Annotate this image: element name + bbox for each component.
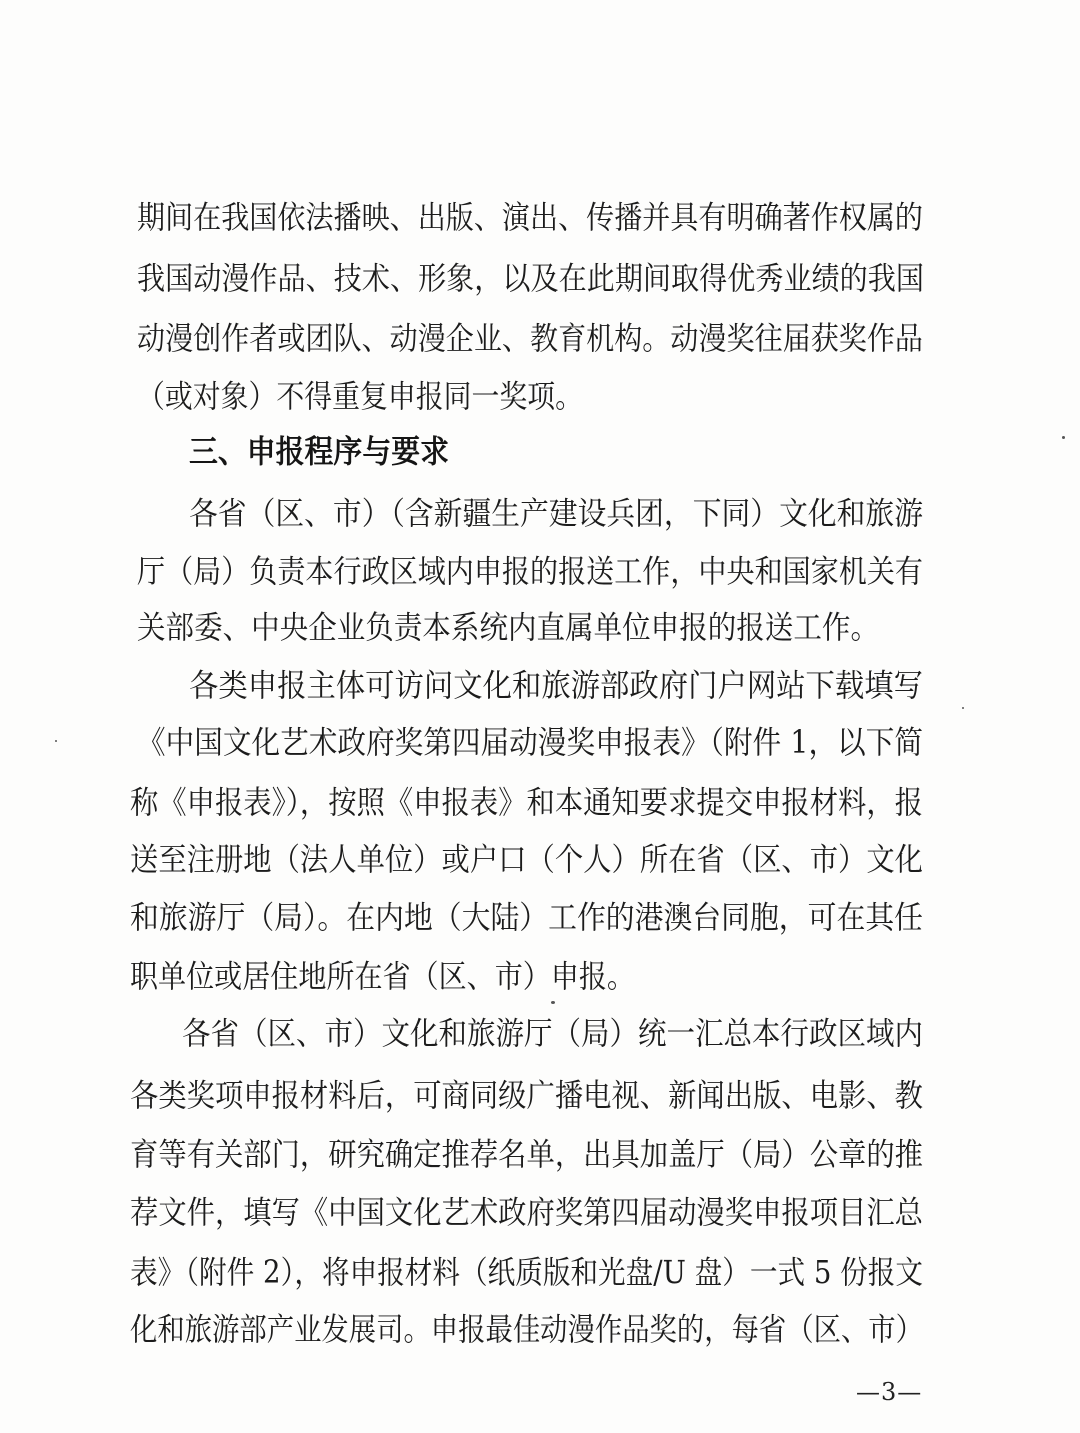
- line-text: 各省（区、市）（含新疆生产建设兵团，下同）文化和旅游: [189, 496, 923, 532]
- body-line: [0, 719, 1080, 767]
- body-line: [0, 1010, 1080, 1058]
- line-text: 荐文件，填写《中国文化艺术政府奖第四届动漫奖申报项目汇总: [130, 1195, 923, 1231]
- section-heading-text: 三、申报程序与要求: [189, 434, 449, 470]
- scan-speck: [962, 707, 964, 709]
- line-text: 期间在我国依法播映、出版、演出、传播并具有明确著作权属的: [137, 200, 923, 236]
- line-text: 各类奖项申报材料后，可商同级广播电视、新闻出版、电影、教: [130, 1078, 923, 1114]
- body-line: [0, 490, 1080, 538]
- body-line: [0, 1072, 1080, 1120]
- scan-speck: [551, 1001, 555, 1004]
- line-text: 我国动漫作品、技术、形象，以及在此期间取得优秀业绩的我国: [137, 261, 924, 297]
- line-text: 《中国文化艺术政府奖第四届动漫奖申报表》（附件 1，以下简: [137, 725, 923, 761]
- section-heading: [0, 428, 1080, 476]
- page-number: —3—: [856, 1378, 923, 1406]
- body-line: [0, 894, 1080, 942]
- line-text: 育等有关部门，研究确定推荐名单，出具加盖厅（局）公章的推: [130, 1137, 923, 1173]
- line-text: 各类申报主体可访问文化和旅游部政府门户网站下载填写: [189, 668, 923, 704]
- line-text: 各省（区、市）文化和旅游厅（局）统一汇总本行政区域内: [182, 1016, 923, 1052]
- line-text: 和旅游厅（局）。在内地（大陆）工作的港澳台同胞，可在其任: [130, 900, 923, 936]
- body-line: [0, 194, 1080, 242]
- body-line: [0, 1306, 1080, 1354]
- line-text: 动漫创作者或团队、动漫企业、教育机构。动漫奖往届获奖作品: [137, 321, 923, 357]
- body-line: [0, 662, 1080, 710]
- line-text: 称《申报表》），按照《申报表》和本通知要求提交申报材料，报: [130, 785, 923, 821]
- body-line: [0, 373, 1080, 421]
- line-text: 表》（附件 2），将申报材料（纸质版和光盘/U 盘）一式 5 份报文: [130, 1255, 923, 1291]
- line-text: 送至注册地（法人单位）或户口（个人）所在省（区、市）文化: [130, 842, 923, 878]
- body-line: [0, 779, 1080, 827]
- body-line: [0, 604, 1080, 652]
- body-line: [0, 1249, 1080, 1297]
- line-text: 关部委、中央企业负责本系统内直属单位申报的报送工作。: [137, 610, 879, 646]
- body-line: [0, 836, 1080, 884]
- scan-speck: [1062, 436, 1065, 439]
- line-text: 化和旅游部产业发展司。申报最佳动漫作品奖的，每省（区、市）: [130, 1312, 923, 1348]
- line-text: 厅（局）负责本行政区域内申报的报送工作，中央和国家机关有: [137, 554, 923, 590]
- body-line: [0, 548, 1080, 596]
- line-text: （或对象）不得重复申报同一奖项。: [137, 379, 583, 415]
- body-line: [0, 1189, 1080, 1237]
- body-line: [0, 953, 1080, 1001]
- body-line: [0, 1131, 1080, 1179]
- body-line: [0, 255, 1080, 303]
- body-line: [0, 315, 1080, 363]
- scan-speck: [55, 740, 57, 742]
- line-text: 职单位或居住地所在省（区、市）申报。: [130, 959, 635, 995]
